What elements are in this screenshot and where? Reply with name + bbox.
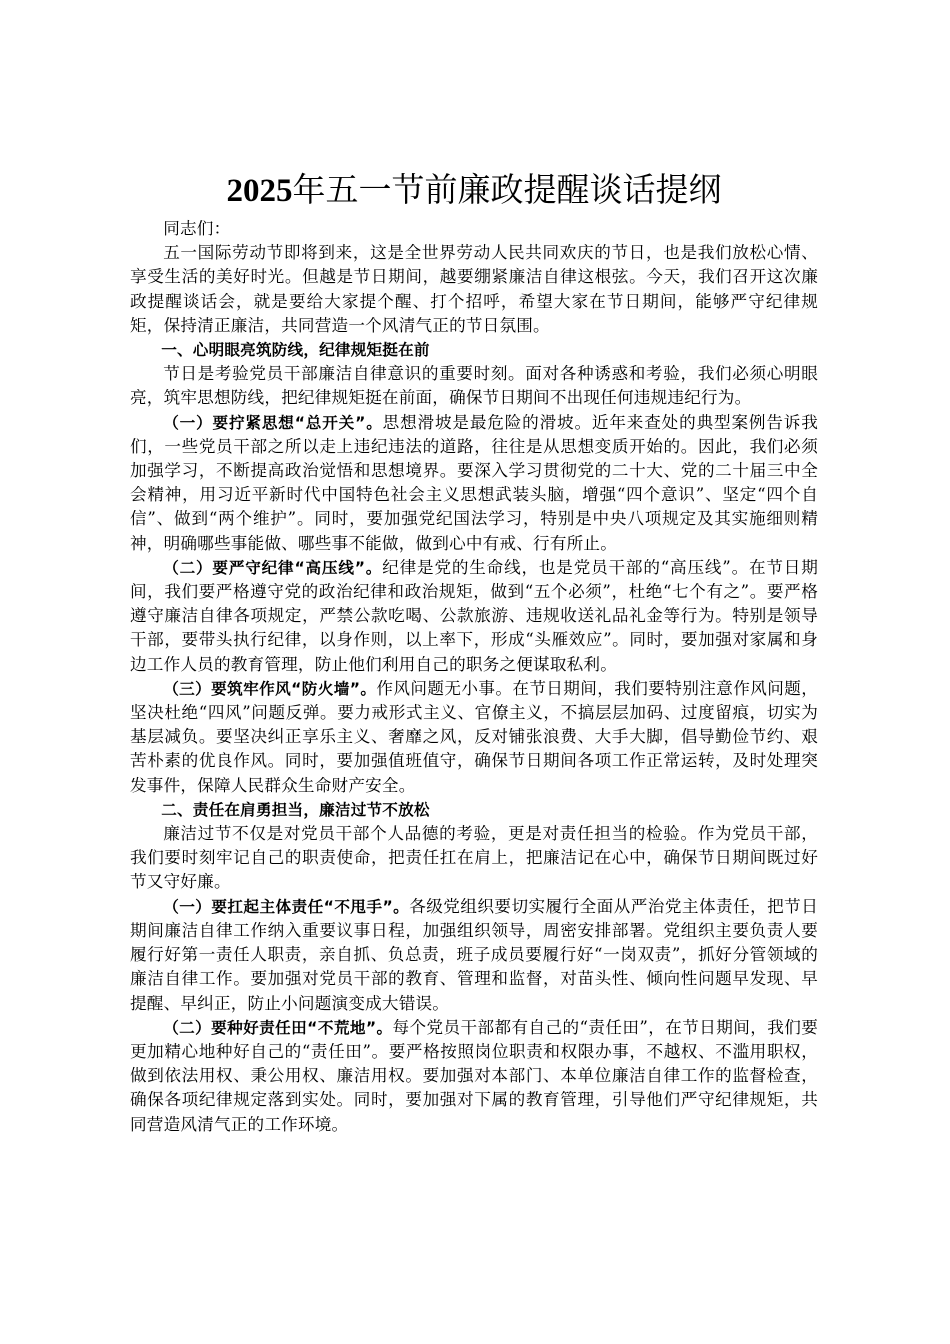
section-1-item-3 <box>130 677 818 798</box>
item-lead: （二）要严守纪律“高压线”。 <box>163 558 383 577</box>
item-text: 各级党组织要切实履行全面从严治党主体责任，把节日期间廉洁自律工作纳入重要议事日程，加强组织领导，周密安排部署。党组织主要负责人要履行好第一责任人职责，亲自抓、负总责，班子成员要履行好“一岗双责”，抓好分管领域的廉洁自律工作。要加强对党员干部的教育、管理和监督，对苗头性、倾向性问题早发现、早提醒、早纠正，防止小问题演变成大错误。 <box>130 896 818 1013</box>
item-text: 纪律是党的生命线，也是党员干部的“高压线”。在节日期间，我们要严格遵守党的政治纪律和政治规矩，做到“五个必须”，杜绝“七个有之”。要严格遵守廉洁自律各项规定，严禁公款吃喝、公款旅游、违规收送礼品礼金等行为。特别是领导干部，要带头执行纪律，以身作则，以上率下，形成“头雁效应”。同时，要加强对家属和身边工作人员的教育管理，防止他们利用自己的职务之便谋取私利。 <box>130 557 818 674</box>
item-text: 每个党员干部都有自己的“责任田”，在节日期间，我们要更加精心地种好自己的“责任田”。要严格按照岗位职责和权限办事，不越权、不滥用职权，做到依法用权、秉公用权、廉洁用权。要加强对本部门、本单位廉洁自律工作的监督检查，确保各项纪律规定落到实处。同时，要加强对下属的教育管理，引导他们严守纪律规矩，共同营造风清气正的工作环境。 <box>130 1017 818 1134</box>
section-1-item-2 <box>130 556 818 677</box>
section-2-intro: 廉洁过节不仅是对党员干部个人品德的考验，更是对责任担当的检验。作为党员干部，我们要时刻牢记自己的职责使命，把责任扛在肩上，把廉洁记在心中，确保节日期间既过好节又守好廉。 <box>130 824 818 892</box>
section-1-item-1 <box>130 411 818 556</box>
intro-paragraph: 五一国际劳动节即将到来，这是全世界劳动人民共同欢庆的节日，也是我们放松心情、享受生活的美好时光。但越是节日期间，越要绷紧廉洁自律这根弦。今天，我们召开这次廉政提醒谈话会，就是要给大家提个醒、打个招呼，希望大家在节日期间，能够严守纪律规矩，保持清正廉洁，共同营造一个风清气正的节日氛围。 <box>130 243 818 335</box>
section-2-item-1 <box>130 895 818 1016</box>
section-1-heading: 一、心明眼亮筑防线，纪律规矩挺在前 <box>161 341 430 360</box>
item-text: 作风问题无小事。在节日期间，我们要特别注意作风问题，坚决杜绝“四风”问题反弹。要力戒形式主义、官僚主义，不搞层层加码、过度留痕，切实为基层减负。要坚决纠正享乐主义、奢靡之风，反对铺张浪费、大手大脚，倡导勤俭节约、艰苦朴素的优良作风。同时，要加强值班值守，确保节日期间各项工作正常运转，及时处理突发事件，保障人民群众生命财产安全。 <box>130 678 818 795</box>
item-lead: （二）要种好责任田“不荒地”。 <box>163 1018 393 1037</box>
section-1-intro: 节日是考验党员干部廉洁自律意识的重要时刻。面对各种诱惑和考验，我们必须心明眼亮，筑牢思想防线，把纪律规矩挺在前面，确保节日期间不出现任何违规违纪行为。 <box>130 364 818 408</box>
item-lead: （三）要筑牢作风“防火墙”。 <box>163 679 377 698</box>
title-year: 2025 <box>226 173 293 209</box>
greeting: 同志们： <box>163 219 231 238</box>
section-2-item-2 <box>130 1016 818 1137</box>
item-text: 思想滑坡是最危险的滑坡。近年来查处的典型案例告诉我们，一些党员干部之所以走上违纪违法的道路，往往是从思想变质开始的。因此，我们必须加强学习，不断提高政治觉悟和思想境界。要深入学习贯彻党的二十大、党的二十届三中全会精神，用习近平新时代中国特色社会主义思想武装头脑，增强“四个意识”、坚定“四个自信”、做到“两个维护”。同时，要加强党纪国法学习，特别是中央八项规定及其实施细则精神，明确哪些事能做、哪些事不能做，做到心中有戒、行有所止。 <box>130 412 818 553</box>
title-text: 年五一节前廉政提醒谈话提纲 <box>292 170 722 209</box>
section-2-heading: 二、责任在肩勇担当，廉洁过节不放松 <box>161 800 430 819</box>
document-page <box>130 168 818 1137</box>
item-lead: （一）要扛起主体责任“不甩手”。 <box>163 897 410 916</box>
item-lead: （一）要拧紧思想“总开关”。 <box>163 413 383 432</box>
document-title <box>130 168 818 213</box>
